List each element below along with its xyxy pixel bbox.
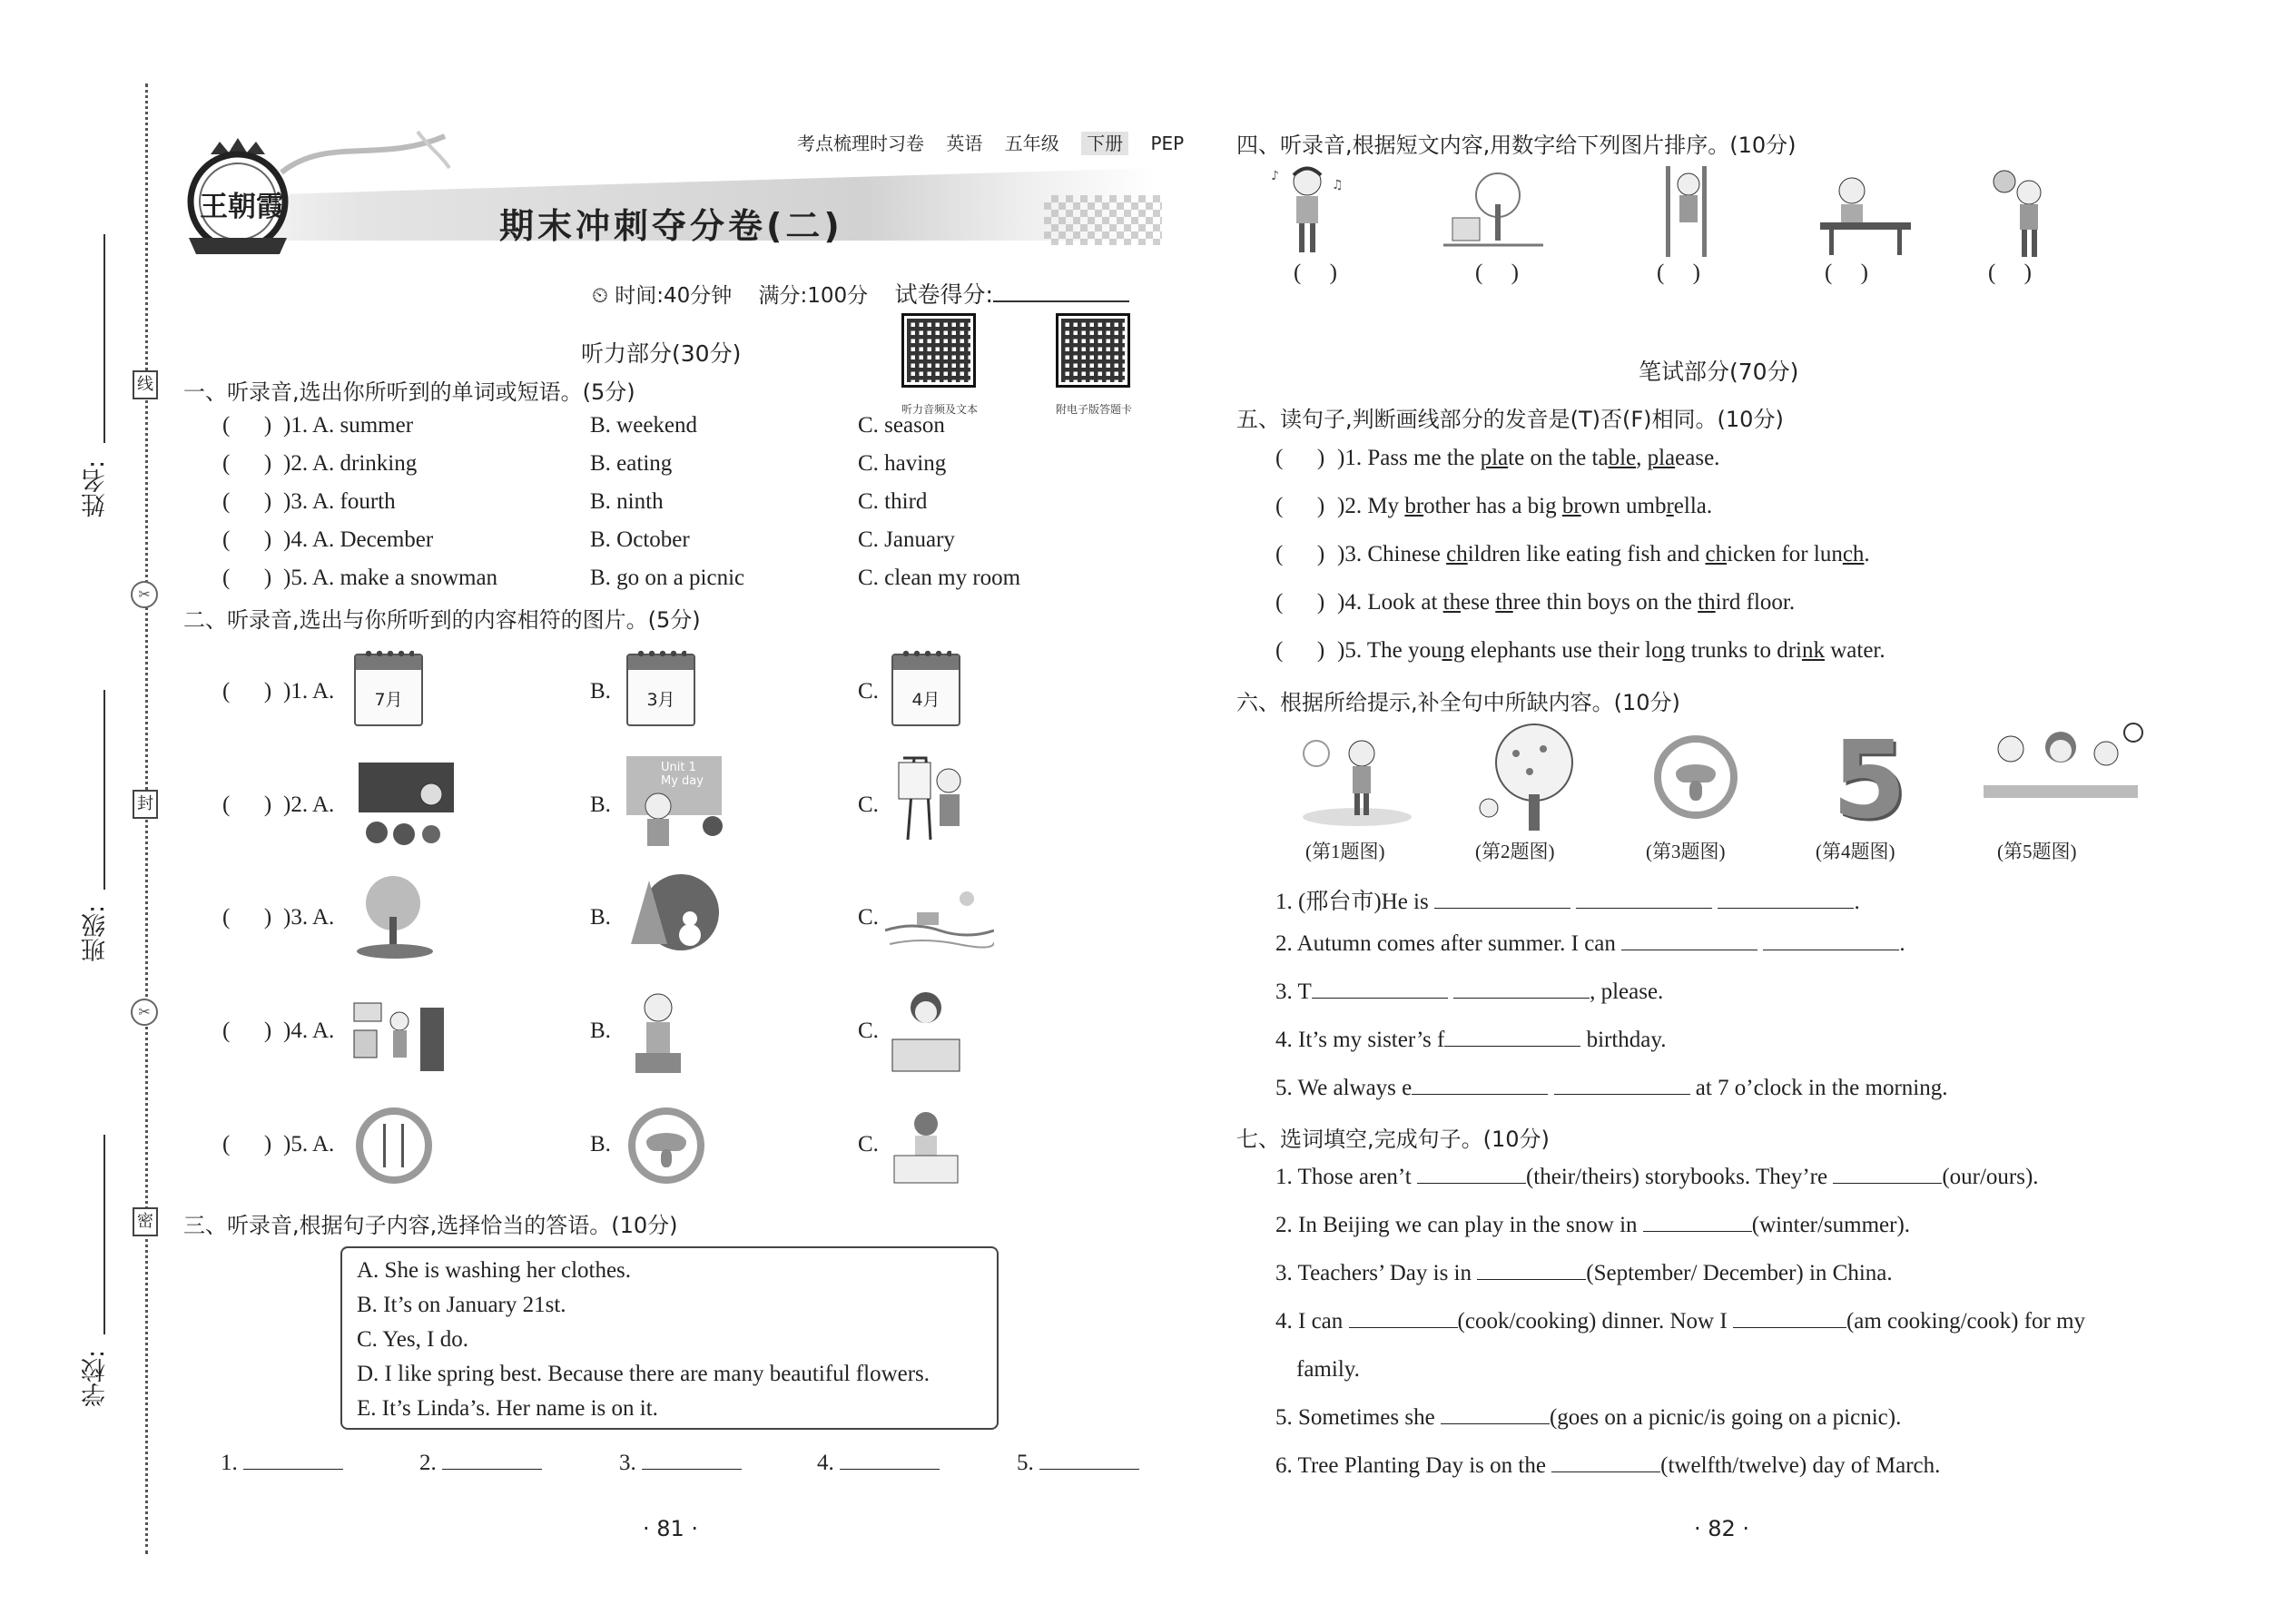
s3-answer-3: 3. [619,1451,742,1476]
s7-question-6: 6. Tree Planting Day is on the (twelfth/twelve) day of March. [1275,1453,1941,1478]
s2-item-4-b: B. [590,1019,611,1043]
qr-audio-caption: 听力音频及文本 [901,403,978,416]
svg-text:♪: ♪ [1271,169,1279,183]
answer-paren[interactable]: ( ) [222,905,272,930]
answer-blank[interactable] [1039,1469,1139,1470]
writing-part-title: 笔试部分(70分) [1639,359,1799,385]
s7-question-4: 4. I can (cook/cooking) dinner. Now I (am cooking/cook) for my [1275,1309,2086,1334]
banner-checker-pattern [1044,195,1162,245]
tag-line: 线 [133,370,158,399]
s1-item-5-c: C. clean my room [858,566,1021,590]
s2-item-1-label: )1. A. [283,679,335,704]
s1-item-3-c: C. third [858,489,928,514]
boy-flying-kite-image [1298,726,1416,831]
answer-paren[interactable]: ( ) [1275,446,1325,470]
board-text: Unit 1 My day [661,761,704,788]
calendar-icon [891,654,960,726]
answer-paren[interactable]: ( ) [222,1019,272,1043]
s1-item-4-a: )4. A. December [283,527,434,552]
boy-with-ball-image [1988,165,2061,265]
grade: 五年级 [1004,133,1059,154]
s3-option-e: E. It’s Linda’s. Her name is on it. [357,1396,658,1421]
autumn-tree-image [350,871,440,962]
answer-blank[interactable] [1453,998,1590,999]
s3-option-d: D. I like spring best. Because there are many beautiful flowers. [357,1362,930,1386]
painting-easel-image [890,749,971,849]
s2-item-2-c: C. [858,792,879,817]
big-number-five: 5 [1832,717,1907,842]
answer-blank[interactable] [1576,908,1712,909]
s3-answer-2: 2. [419,1451,542,1476]
s3-option-a: A. She is washing her clothes. [357,1258,632,1283]
s2-item-2-b: B. [590,792,611,817]
answer-blank[interactable] [1733,1327,1846,1328]
s6-question-5: 5. We always e at 7 o’clock in the morning. [1275,1076,1948,1100]
answer-blank[interactable] [1477,1279,1586,1280]
s7-question-4-cont: family. [1296,1357,1360,1382]
tag-fold: 密 [133,1207,158,1236]
winter-snowman-image [622,871,722,962]
term: 下册 [1081,132,1128,155]
girl-drawing-image [885,985,967,1076]
section-3-title: 三、听录音,根据句子内容,选择恰当的答语。(10分) [183,1213,678,1238]
s1-item-2-c: C. having [858,451,947,476]
s6-question-3: 3. T , please. [1275,979,1664,1004]
answer-blank[interactable] [1643,1231,1752,1232]
s7-question-3: 3. Teachers’ Day is in (September/ December) in China. [1275,1261,1893,1285]
answer-blank[interactable] [1833,1183,1942,1184]
answer-paren[interactable]: ( ) [222,679,272,704]
answer-paren[interactable]: ( ) [1275,542,1325,566]
s2-item-1-b: B. [590,679,611,704]
page-title: 期末冲刺夺分卷(二) [499,206,843,246]
scissors-icon: ✂ [131,999,158,1026]
answer-blank[interactable] [442,1469,542,1470]
girl-singing-image [1266,162,1348,261]
edition: PEP [1150,133,1185,154]
name-underline [103,234,105,443]
series-bar [781,129,1184,155]
answer-blank[interactable] [243,1469,343,1470]
cleaning-room-image [350,994,449,1076]
s2-item-3-label: )3. A. [283,905,335,930]
s2-item-5-c: C. [858,1132,879,1156]
tag-seal: 封 [133,790,158,819]
score-label: 试卷得分: [894,281,993,308]
class-label: 班级: [82,904,110,962]
s1-item-5-b: B. go on a picnic [590,566,745,590]
girl-at-table-image [1816,168,1915,259]
s1-item-4-b: B. October [590,527,690,552]
score-blank[interactable] [993,300,1129,302]
s7-question-5: 5. Sometimes she (goes on a picnic/is going on a picnic). [1275,1405,1902,1430]
answer-paren[interactable]: ( ) [222,566,272,590]
answer-paren[interactable]: ( ) [222,792,272,817]
page-number-left: · 81 · [643,1516,699,1541]
s1-item-2-a: )2. A. drinking [283,451,418,476]
s2-item-5-b: B. [590,1132,611,1156]
s6-caption-1: (第1题图) [1305,841,1385,862]
answer-blank[interactable] [1349,1327,1458,1328]
s7-question-2: 2. In Beijing we can play in the snow in (winter/summer). [1275,1213,1911,1237]
beach-summer-image [885,881,994,953]
order-paren-2[interactable]: ( ) [1475,261,1519,285]
calendar-icon [354,654,423,726]
answer-paren[interactable]: ( ) [1275,638,1325,663]
s7-question-1: 1. Those aren’t (their/theirs) storybooks. They’re (our/ours). [1275,1165,2039,1189]
subject: 英语 [946,133,983,154]
time-limit: 时间:40分钟 [615,284,733,308]
boy-reading-image [890,1106,962,1187]
qr-code-answer-sheet[interactable] [1056,313,1130,388]
scissors-icon: ✂ [131,581,158,608]
girl-cooking-image [626,988,690,1078]
section-7-title: 七、选词填空,完成句子。(10分) [1236,1127,1550,1152]
calendar-month: 3月 [646,690,675,710]
family-breakfast-image [1974,722,2147,831]
answer-blank[interactable] [1412,1094,1548,1095]
clock-icon: ⏲ [592,284,608,308]
boy-climbing-image [1652,162,1725,261]
answer-blank[interactable] [1312,998,1448,999]
s6-caption-5: (第5题图) [1997,841,2077,862]
answer-blank[interactable] [1718,908,1854,909]
s3-answer-4: 4. [817,1451,940,1476]
series-name: 考点梳理时习卷 [797,133,924,154]
school-underline [103,1135,105,1334]
calendar-month: 4月 [911,690,940,710]
keep-right-sign-icon [356,1107,432,1184]
teacher-blackboard-image [350,758,458,849]
section-2-title: 二、听录音,选出与你所听到的内容相符的图片。(5分) [183,607,701,633]
name-label: 姓名: [82,459,110,517]
s2-item-3-c: C. [858,905,879,930]
s6-question-4: 4. It’s my sister’s f birthday. [1275,1028,1667,1052]
listening-part-title: 听力部分(30分) [581,340,742,367]
s2-item-2-label: )2. A. [283,792,335,817]
s6-question-2: 2. Autumn comes after summer. I can . [1275,931,1905,956]
exam-info [592,277,1129,310]
answer-paren[interactable]: ( ) [1275,590,1325,615]
order-paren-3[interactable]: ( ) [1657,261,1700,285]
s3-option-c: C. Yes, I do. [357,1327,468,1352]
s1-item-1-b: B. weekend [590,413,698,438]
order-paren-1[interactable]: ( ) [1294,261,1337,285]
answer-paren[interactable]: ( ) [222,527,272,552]
answer-blank[interactable] [1444,1046,1580,1047]
full-score: 满分:100分 [758,284,869,308]
s6-question-1: 1. (邢台市)He is . [1275,890,1860,914]
page-number-right: · 82 · [1694,1516,1750,1541]
calendar-icon [626,654,695,726]
s6-caption-3: (第3题图) [1646,841,1726,862]
answer-blank[interactable] [1551,1471,1660,1472]
s5-item-3: )3. Chinese children like eating fish and chicken for lunch. [1337,542,1870,566]
class-underline [103,690,105,890]
s1-item-4-c: C. January [858,527,955,552]
no-eating-sign-icon [628,1107,704,1184]
binding-cut-line [145,84,148,1554]
answer-paren[interactable]: ( ) [222,413,272,438]
answer-paren[interactable]: ( ) [222,451,272,476]
no-eating-sign-icon [1654,735,1738,819]
s5-item-1: )1. Pass me the plate on the table, plaease. [1337,446,1720,470]
apple-tree-image [1471,722,1589,835]
s1-item-3-b: B. ninth [590,489,664,514]
s1-item-2-b: B. eating [590,451,673,476]
s5-item-5: )5. The young elephants use their long trunks to drink water. [1337,638,1885,663]
s3-option-b: B. It’s on January 21st. [357,1293,566,1317]
qr-answer-caption: 附电子版答题卡 [1055,403,1132,416]
s1-item-1-c: C. season [858,413,945,438]
section-1-title: 一、听录音,选出你所听到的单词或短语。(5分) [183,379,635,405]
answer-paren[interactable]: ( ) [222,489,272,514]
answer-blank[interactable] [840,1469,940,1470]
s3-answer-1: 1. [221,1451,343,1476]
s1-item-3-a: )3. A. fourth [283,489,396,514]
brand-logo-text: 王朝霞 [200,191,284,223]
ribbon-icon [272,127,454,182]
section-6-title: 六、根据所给提示,补全句中所缺内容。(10分) [1236,690,1680,715]
s1-item-1-a: )1. A. summer [283,413,414,438]
qr-code-audio[interactable] [901,313,976,388]
s6-caption-4: (第4题图) [1816,841,1895,862]
section-4-title: 四、听录音,根据短文内容,用数字给下列图片排序。(10分) [1236,133,1797,158]
section-5-title: 五、读句子,判断画线部分的发音是(T)否(F)相同。(10分) [1236,407,1784,432]
order-paren-5[interactable]: ( ) [1988,261,2032,285]
answer-paren[interactable]: ( ) [222,1132,272,1156]
answer-paren[interactable]: ( ) [1275,494,1325,518]
s2-item-3-b: B. [590,905,611,930]
s3-answer-5: 5. [1017,1451,1139,1476]
s5-item-4: )4. Look at these three thin boys on the third floor. [1337,590,1796,615]
calendar-month: 7月 [374,690,403,710]
answer-blank[interactable] [1417,1183,1526,1184]
s2-item-4-c: C. [858,1019,879,1043]
garden-tree-image [1443,168,1543,259]
svg-text:♫: ♫ [1332,178,1344,192]
order-paren-4[interactable]: ( ) [1825,261,1868,285]
s6-caption-2: (第2题图) [1475,841,1555,862]
answer-blank[interactable] [1554,1094,1690,1095]
school-label: 学校: [82,1349,110,1407]
answer-blank[interactable] [1441,1423,1550,1424]
s2-item-1-c: C. [858,679,879,704]
s1-item-5-a: )5. A. make a snowman [283,566,498,590]
answer-blank[interactable] [1434,908,1570,909]
s2-item-4-label: )4. A. [283,1019,335,1043]
s5-item-2: )2. My brother has a big brown umbrella. [1337,494,1713,518]
answer-blank[interactable] [642,1469,742,1470]
s2-item-5-label: )5. A. [283,1132,335,1156]
